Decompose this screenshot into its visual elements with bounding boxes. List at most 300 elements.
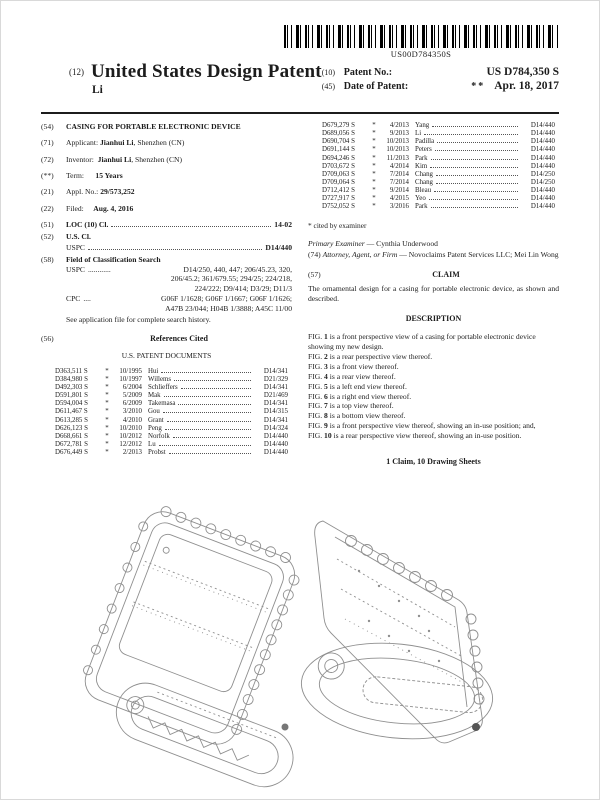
dot-leader	[173, 437, 251, 438]
reference-date: 10/2012	[119, 432, 142, 440]
reference-row	[55, 425, 288, 433]
inventor-location: , Shenzhen (CN)	[131, 154, 183, 164]
examiner-cited-star: *	[372, 187, 376, 195]
inventor-name: Jianhui Li	[97, 154, 132, 164]
reference-inventor-name: Chang	[415, 170, 433, 178]
filed-label: Filed:	[66, 203, 84, 213]
dot-leader	[161, 372, 251, 373]
scallop-edge-top	[346, 536, 453, 601]
field-search-cpc-cont	[66, 304, 292, 314]
fig-text: is a top view thereof.	[327, 401, 394, 411]
fig-number: 1	[324, 332, 328, 342]
reference-inventor-name: Grant	[148, 416, 164, 424]
reference-date: 5/2009	[122, 392, 142, 400]
reference-row	[322, 179, 555, 187]
drawings-area	[41, 501, 559, 799]
patent-number-label: Patent No.:	[343, 67, 393, 78]
reference-classification: D14/440	[530, 203, 555, 211]
fig-text: is a front perspective view thereof, showing an in-use position; and,	[327, 421, 536, 431]
back-panel-outline	[315, 521, 483, 743]
field-inventor	[41, 155, 292, 165]
patent-date-row	[322, 80, 559, 92]
reference-doc-number: D694,246 S	[322, 154, 355, 162]
reference-row	[55, 368, 288, 376]
reference-row	[55, 392, 288, 400]
double-asterisk: **	[471, 81, 486, 92]
reference-classification: D14/341	[263, 400, 288, 408]
claim-text: The ornamental design for a casing for portable electronic device, as shown and described.	[308, 284, 559, 304]
examiner-cited-star: *	[372, 130, 376, 138]
fig-prefix: FIG.	[308, 430, 325, 440]
reference-doc-number: D591,801 S	[55, 392, 88, 400]
examiner-cited-star: *	[372, 178, 376, 186]
reference-date: 9/2014	[389, 187, 409, 195]
attorney-line	[308, 250, 559, 260]
patent-number-value: US D784,350 S	[486, 66, 559, 78]
reference-row	[322, 163, 555, 171]
reference-classification: D14/440	[530, 130, 555, 138]
reference-doc-number: D626,123 S	[55, 424, 88, 432]
us-cl-body	[66, 232, 292, 253]
inid-52: (52)	[41, 232, 54, 242]
claim-header	[308, 270, 559, 280]
figure-descriptions	[308, 332, 559, 440]
primary-examiner-name: Cynthia Underwood	[376, 239, 438, 249]
reference-date: 2/2013	[122, 449, 142, 457]
figure-description-line	[308, 332, 559, 352]
fs-cpc-text: G06F 1/1628; G06F 1/1667; G06F 1/1626;	[160, 294, 292, 304]
examiner-cited-star: *	[372, 162, 376, 170]
reference-inventor-name: Peters	[415, 146, 432, 154]
reference-doc-number: D363,511 S	[55, 367, 88, 375]
reference-classification: D14/440	[530, 138, 555, 146]
fig-prefix: FIG.	[308, 332, 325, 342]
dot-leader	[436, 175, 518, 176]
body-columns	[41, 122, 559, 467]
claim-title: CLAIM	[432, 269, 460, 279]
reference-doc-number: D752,052 S	[322, 203, 355, 211]
barcode-block	[284, 25, 558, 59]
reference-date: 7/2014	[389, 170, 409, 178]
inid-22: (22)	[41, 203, 54, 213]
inid-54: (54)	[41, 122, 54, 131]
reference-doc-number: D594,004 S	[55, 400, 88, 408]
examiner-cited-star: *	[372, 154, 376, 162]
loc-line	[66, 220, 292, 230]
field-loc	[41, 220, 292, 230]
reference-inventor-name: Park	[415, 154, 428, 162]
reference-doc-number: D672,781 S	[55, 441, 88, 449]
reference-inventor-name: Mak	[148, 392, 161, 400]
fig-number: 10	[324, 430, 332, 440]
document-header	[41, 61, 559, 96]
figure-description-line	[308, 421, 559, 431]
fig-number: 3	[324, 361, 328, 371]
dot-leader	[431, 159, 518, 160]
reference-date: 4/2013	[389, 122, 409, 129]
examiner-cited-star: *	[105, 367, 109, 375]
camera-hole	[162, 546, 170, 554]
reference-row	[55, 384, 288, 392]
filed-wrap	[66, 204, 292, 214]
field-search-uspc-cont-line: 224/222; D9/414; D3/29; D11/3	[194, 284, 292, 294]
figure-description-line	[308, 362, 559, 372]
inid-72: (72)	[41, 154, 54, 164]
reference-doc-number: D676,449 S	[55, 449, 88, 457]
term-label: Term:	[66, 171, 85, 181]
fig-text: is a bottom view thereof.	[327, 411, 406, 421]
reference-inventor-name: Kim	[415, 162, 428, 170]
dot-leader	[437, 142, 518, 143]
reference-doc-number: D709,063 S	[322, 170, 355, 178]
dot-leader	[169, 453, 251, 454]
inventor-surname: Li	[92, 84, 103, 96]
field-us-cl	[41, 232, 292, 253]
fs-cpc-dots: ....	[83, 294, 91, 304]
reference-row	[322, 155, 555, 163]
reference-doc-number: D492,303 S	[55, 384, 88, 392]
reference-date: 11/2013	[386, 154, 409, 162]
dot-leader	[164, 396, 251, 397]
reference-classification: D21/329	[263, 375, 288, 383]
fig-prefix: FIG.	[308, 401, 325, 411]
fig-text: is a rear perspective view thereof, showing an in-use position.	[331, 430, 522, 440]
figure-description-line	[308, 392, 559, 402]
fig-prefix: FIG.	[308, 371, 325, 381]
casing-handle-base	[108, 675, 301, 795]
reference-doc-number: D690,704 S	[322, 138, 355, 146]
reference-row	[55, 417, 288, 425]
fig-prefix: FIG.	[308, 381, 325, 391]
reference-row	[322, 187, 555, 195]
reference-classification: D14/341	[263, 367, 288, 375]
dot-leader	[432, 126, 518, 127]
inid-74: (74)	[308, 250, 321, 260]
reference-classification: D14/341	[263, 384, 288, 392]
examiner-cited-star: *	[372, 170, 376, 178]
em-dash: —	[399, 250, 407, 260]
inid-58: (58)	[41, 254, 54, 264]
header-right	[322, 61, 559, 96]
references-subtitle: U.S. PATENT DOCUMENTS	[121, 351, 212, 361]
invention-title: CASING FOR PORTABLE ELECTRONIC DEVICE	[66, 122, 241, 131]
references-list-left	[41, 368, 292, 458]
field-search-uspc-first	[66, 265, 292, 275]
patent-date-label: Date of Patent:	[343, 81, 409, 92]
reference-row	[55, 400, 288, 408]
examiner-cited-star: *	[372, 122, 376, 129]
field-search-cpc-cont-line: A47B 23/044; H04B 1/3888; A45C 11/00	[165, 304, 292, 314]
reference-inventor-name: Padilla	[415, 138, 435, 146]
figure-description-line	[308, 372, 559, 382]
dot-leader	[165, 429, 251, 430]
reference-inventor-name: Park	[415, 203, 428, 211]
fig-text: is a rear perspective view thereof.	[327, 352, 433, 362]
inid-45: (45)	[321, 82, 336, 91]
field-search-uspc-cont-line: 206/45.2; 361/679.55; 294/25; 224/218,	[170, 274, 292, 284]
inid-57: (57)	[308, 269, 321, 279]
inid-56: (56)	[41, 333, 54, 343]
reference-doc-number: D709,064 S	[322, 178, 355, 186]
dot-leader	[431, 207, 518, 208]
corner-detail-dot	[472, 723, 480, 731]
examiner-cited-star: *	[105, 392, 109, 400]
fig-prefix: FIG.	[308, 361, 325, 371]
field-search-cpc-first	[66, 294, 292, 304]
reference-classification: D14/250	[530, 178, 555, 186]
reference-inventor-name: Schlieffers	[148, 384, 178, 392]
uspc-line	[66, 243, 292, 253]
fig-prefix: FIG.	[308, 411, 325, 421]
fig-number: 8	[324, 411, 328, 421]
loc-label: LOC (10) Cl.	[66, 220, 109, 230]
reference-row	[322, 122, 555, 130]
reference-classification: D14/440	[530, 154, 555, 162]
dot-leader	[167, 421, 251, 422]
reference-row	[322, 195, 555, 203]
reference-doc-number: D703,672 S	[322, 162, 355, 170]
term-value-wrap	[66, 171, 292, 181]
us-cl-label: U.S. Cl.	[66, 232, 91, 242]
fig-number: 9	[324, 421, 328, 431]
claims-sheets-note: 1 Claim, 10 Drawing Sheets	[386, 456, 481, 466]
figure-description-line	[308, 382, 559, 392]
document-title: United States Design Patent	[91, 61, 322, 82]
examiner-cited-star: *	[105, 416, 109, 424]
inid-12: (12)	[69, 67, 84, 77]
field-appl-no	[41, 187, 292, 197]
reference-date: 6/2004	[122, 384, 142, 392]
examiner-cited-star: *	[105, 441, 109, 449]
casing-frame	[75, 505, 307, 752]
reference-row	[322, 146, 555, 154]
reference-classification: D14/440	[263, 441, 288, 449]
uspc-value: D14/440	[265, 242, 292, 252]
reference-inventor-name: Bleau	[415, 187, 432, 195]
description-title: DESCRIPTION	[405, 314, 462, 323]
fig-text: is a front view thereof.	[327, 361, 399, 371]
reference-classification: D21/469	[263, 392, 288, 400]
dot-leader	[88, 249, 262, 250]
reference-classification: D14/440	[530, 187, 555, 195]
reference-row	[322, 203, 555, 211]
references-list-right	[308, 122, 559, 212]
reference-doc-number: D613,285 S	[55, 416, 88, 424]
field-applicant	[41, 138, 292, 148]
reference-classification: D14/315	[263, 408, 288, 416]
term-value: 15 Years	[95, 171, 123, 181]
reference-doc-number: D668,661 S	[55, 432, 88, 440]
right-column	[308, 122, 559, 467]
reference-date: 9/2013	[389, 130, 409, 138]
reference-inventor-name: Gou	[148, 408, 160, 416]
reference-doc-number: D691,144 S	[322, 146, 355, 154]
reference-classification: D14/250	[530, 170, 555, 178]
figure-description-line	[308, 352, 559, 362]
reference-classification: D14/440	[530, 195, 555, 203]
reference-row	[322, 171, 555, 179]
fig-text: is a right end view thereof.	[327, 391, 412, 401]
reference-doc-number: D384,980 S	[55, 375, 88, 383]
reference-inventor-name: Li	[415, 130, 422, 138]
dot-leader	[435, 150, 518, 151]
reference-row	[322, 138, 555, 146]
reference-inventor-name: Hui	[148, 367, 159, 375]
cited-by-examiner-note: * cited by examiner	[308, 220, 367, 230]
attorney-label: Attorney, Agent, or Firm	[322, 250, 398, 260]
applicant-name: Jianhui Li	[99, 138, 134, 148]
reference-row	[55, 408, 288, 416]
inid-21: (21)	[41, 187, 54, 197]
fig-prefix: FIG.	[308, 352, 325, 362]
header-rule	[41, 112, 559, 114]
fig-prefix: FIG.	[308, 421, 325, 431]
uspc-label: USPC	[66, 242, 85, 252]
field-search-uspc-cont	[66, 274, 292, 294]
left-column	[41, 122, 292, 467]
reference-classification: D14/341	[263, 416, 288, 424]
fig-number: 2	[324, 352, 328, 362]
reference-inventor-name: Probst	[148, 449, 166, 457]
reference-doc-number: D611,467 S	[55, 408, 88, 416]
reference-date: 12/2012	[119, 441, 142, 449]
reference-inventor-name: Peng	[148, 424, 162, 432]
patent-date-value	[434, 80, 559, 92]
reference-row	[55, 376, 288, 384]
dot-leader	[436, 183, 518, 184]
reference-row	[55, 433, 288, 441]
reference-date: 10/2013	[386, 146, 409, 154]
fs-uspc-dots: ............	[88, 264, 111, 274]
reference-doc-number: D689,056 S	[322, 130, 355, 138]
appl-no-wrap	[66, 187, 292, 197]
reference-inventor-name: Lu	[148, 441, 156, 449]
figure-description-line	[308, 431, 559, 441]
primary-examiner-label: Primary Examiner	[308, 239, 365, 249]
reference-doc-number: D712,412 S	[322, 187, 355, 195]
reference-date: 10/1995	[119, 367, 142, 375]
attorney-firm-name: Novoclaims Patent Services LLC; Mei Lin Wong	[408, 250, 559, 260]
reference-classification: D14/324	[263, 424, 288, 432]
loc-value: 14-02	[274, 220, 292, 230]
appl-no-label: Appl. No.:	[66, 187, 99, 197]
inid-71: (71)	[41, 138, 54, 148]
inid-term: (**)	[41, 171, 54, 181]
appl-no-value: 29/573,252	[100, 187, 135, 197]
examiner-cited-star: *	[105, 375, 109, 383]
figure-rear-perspective-drawing	[279, 511, 544, 800]
reference-date: 3/2016	[389, 203, 409, 211]
dot-leader	[159, 445, 251, 446]
field-search-note: See application file for complete search history.	[66, 314, 211, 324]
examiner-cited-star: *	[372, 138, 376, 146]
fig-text: is a rear view thereof.	[327, 371, 396, 381]
fig-number: 7	[324, 401, 328, 411]
examiner-cited-star: *	[372, 146, 376, 154]
inventor-value	[66, 155, 292, 165]
dot-leader	[111, 226, 271, 227]
fig-text: is a front perspective view of a casing for portable electronic device showing my new design.	[308, 332, 536, 352]
dot-leader	[430, 167, 518, 168]
examiner-cited-star: *	[372, 195, 376, 203]
primary-examiner-line	[308, 239, 559, 249]
references-title: References Cited	[150, 333, 208, 343]
reference-classification: D14/440	[263, 449, 288, 457]
reference-date: 10/2013	[386, 138, 409, 146]
examiner-cited-star: *	[105, 449, 109, 457]
reference-date: 4/2010	[122, 416, 142, 424]
field-classification-search	[41, 255, 292, 325]
figure-description-line	[308, 401, 559, 411]
reference-date: 4/2014	[389, 162, 409, 170]
reference-inventor-name: Norfolk	[148, 432, 170, 440]
examiner-cited-star: *	[372, 203, 376, 211]
inid-10: (10)	[321, 68, 336, 77]
inventor-label: Inventor:	[66, 154, 94, 164]
casing-rear-sketch	[297, 521, 498, 748]
dot-leader	[163, 412, 251, 413]
applicant-value	[66, 138, 292, 148]
examiner-cited-star: *	[105, 408, 109, 416]
applicant-location: , Shenzhen (CN)	[133, 138, 185, 148]
field-term	[41, 171, 292, 181]
dot-leader	[429, 199, 518, 200]
field-search-label: Field of Classification Search	[66, 254, 161, 264]
examiner-attorney-block	[308, 239, 559, 260]
fig-text: is a left end view thereof.	[327, 381, 407, 391]
barcode-number: US00D784350S	[390, 49, 452, 59]
examiner-cited-star: *	[105, 424, 109, 432]
field-title	[41, 122, 292, 132]
reference-classification: D14/440	[263, 432, 288, 440]
applicant-label: Applicant:	[66, 138, 99, 148]
fig-number: 6	[324, 391, 328, 401]
reference-date: 10/2010	[119, 424, 142, 432]
reference-classification: D14/440	[530, 122, 555, 129]
reference-row	[55, 449, 288, 457]
fig-number: 4	[324, 371, 328, 381]
fs-uspc-text: D14/250, 440, 447; 206/45.23, 320,	[183, 264, 292, 274]
reference-row	[55, 441, 288, 449]
reference-classification: D14/440	[530, 146, 555, 154]
reference-date: 10/1997	[119, 375, 142, 383]
em-dash: —	[366, 239, 375, 249]
reference-inventor-name: Chang	[415, 178, 433, 186]
fs-cpc-prefix: CPC	[66, 294, 81, 304]
barcode-image	[284, 25, 558, 48]
reference-inventor-name: Takemasa	[148, 400, 176, 408]
examiner-cited-star: *	[105, 384, 109, 392]
reference-inventor-name: Yang	[415, 122, 430, 129]
references-header	[41, 334, 292, 344]
patent-date-text: Apr. 18, 2017	[494, 80, 559, 92]
header-left	[41, 61, 322, 96]
reference-classification: D14/440	[530, 162, 555, 170]
examiner-cited-star: *	[105, 400, 109, 408]
dot-leader	[178, 404, 251, 405]
casing-front-sketch	[75, 505, 307, 795]
field-search-body	[66, 255, 292, 325]
examiner-cited-star: *	[105, 432, 109, 440]
casing-base	[297, 634, 498, 748]
reference-doc-number: D727,917 S	[322, 195, 355, 203]
reference-date: 3/2010	[122, 408, 142, 416]
fs-uspc-prefix: USPC	[66, 264, 85, 274]
reference-inventor-name: Yeo	[415, 195, 426, 203]
reference-date: 4/2015	[389, 195, 409, 203]
dot-leader	[181, 388, 251, 389]
dot-leader	[424, 134, 518, 135]
